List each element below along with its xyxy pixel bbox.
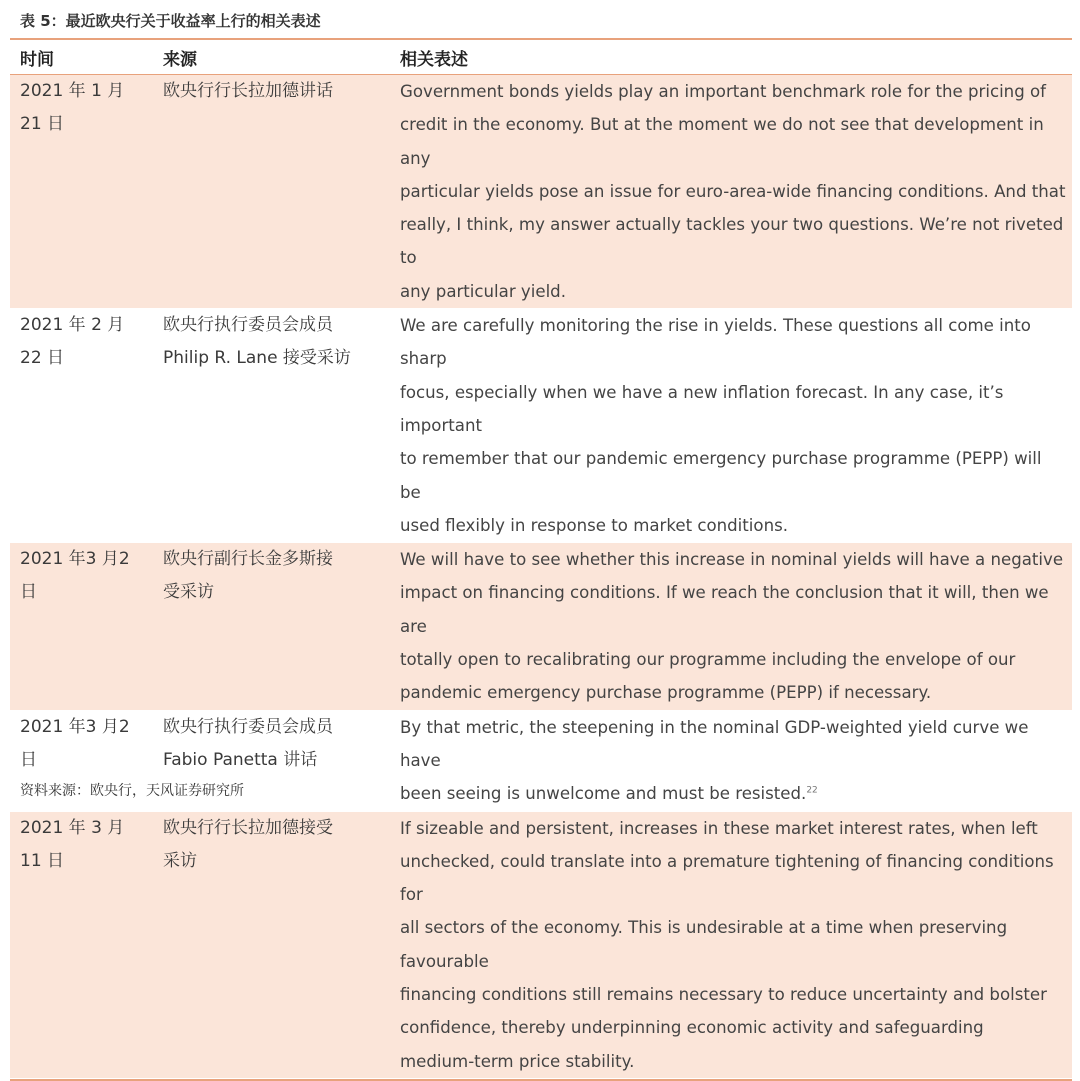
table-caption: 表 5：最近欧央行关于收益率上行的相关表述 bbox=[20, 12, 321, 30]
cell-statement bbox=[390, 309, 1072, 542]
statements-table bbox=[10, 38, 1072, 1081]
cell-source bbox=[153, 75, 390, 308]
cell-statement bbox=[390, 812, 1072, 1078]
cell-time bbox=[10, 309, 153, 542]
cell-source-line: 欧央行行长拉加德接受 bbox=[163, 817, 333, 838]
cell-time-line: 2021 年3 月2 bbox=[20, 549, 130, 570]
cell-time-line: 22 日 bbox=[20, 348, 65, 369]
cell-source-line: Fabio Panetta 讲话 bbox=[163, 749, 318, 770]
cell-time-line: 日 bbox=[20, 582, 37, 603]
cell-time-line: 2021 年 1 月 bbox=[20, 81, 125, 101]
cell-statement-line: We will have to see whether this increase in nominal yields will have a negative bbox=[400, 550, 1064, 570]
header-time: 时间 bbox=[20, 49, 54, 70]
cell-time-line: 日 bbox=[20, 749, 37, 770]
cell-source-line: 欧央行执行委员会成员 bbox=[163, 716, 333, 737]
cell-source-line: 欧央行副行长金多斯接 bbox=[163, 549, 333, 570]
cell-statement-line: used flexibly in response to market conditions. bbox=[400, 515, 788, 535]
header-statement: 相关表述 bbox=[400, 49, 468, 70]
cell-statement bbox=[390, 543, 1072, 709]
source-note: 资料来源：欧央行，天风证券研究所 bbox=[20, 783, 244, 799]
cell-statement-line: Government bonds yields play an important benchmark role for the pricing of bbox=[400, 82, 1046, 101]
cell-statement-line: any particular yield. bbox=[400, 281, 566, 301]
cell-statement bbox=[390, 711, 1072, 811]
cell-source bbox=[153, 309, 390, 542]
cell-statement-line: impact on financing conditions. If we reach the conclusion that it will, then we are bbox=[400, 583, 1049, 636]
cell-statement-line: particular yields pose an issue for euro-area-wide financing conditions. And that bbox=[400, 181, 1066, 201]
table-row bbox=[10, 812, 1072, 1079]
cell-source-line: 受采访 bbox=[163, 582, 214, 603]
cell-time bbox=[10, 75, 153, 308]
cell-statement-line: financing conditions still remains necessary to reduce uncertainty and bolster bbox=[400, 985, 1047, 1005]
table-row bbox=[10, 543, 1072, 710]
cell-statement-line: medium-term price stability. bbox=[400, 1051, 635, 1071]
cell-time-line: 2021 年 3 月 bbox=[20, 817, 125, 838]
cell-source-line: 欧央行执行委员会成员 bbox=[163, 315, 333, 336]
cell-source-line: 欧央行行长拉加德讲话 bbox=[163, 81, 333, 101]
cell-statement-line: to remember that our pandemic emergency purchase programme (PEPP) will be bbox=[400, 449, 1042, 502]
cell-time bbox=[10, 543, 153, 709]
cell-statement-line: been seeing is unwelcome and must be resisted.$^{22}$ bbox=[400, 784, 818, 804]
table-row bbox=[10, 75, 1072, 309]
table-row bbox=[10, 309, 1072, 543]
cell-source bbox=[153, 543, 390, 709]
cell-statement-line: really, I think, my answer actually tackles your two questions. We’re not riveted to bbox=[400, 215, 1064, 268]
cell-time-line: 21 日 bbox=[20, 114, 65, 135]
cell-source bbox=[153, 812, 390, 1078]
header-source: 来源 bbox=[163, 49, 197, 70]
cell-statement-line: totally open to recalibrating our programme including the envelope of our bbox=[400, 650, 1016, 670]
cell-statement-line: credit in the economy. But at the moment we do not see that development in any bbox=[400, 115, 1044, 168]
cell-source-line: Philip R. Lane 接受采访 bbox=[163, 348, 351, 369]
table-header-row bbox=[10, 40, 1072, 75]
cell-time-line: 2021 年 2 月 bbox=[20, 315, 125, 336]
cell-statement-line: confidence, thereby underpinning economic activity and safeguarding bbox=[400, 1018, 984, 1038]
cell-statement-line: pandemic emergency purchase programme (PEPP) if necessary. bbox=[400, 683, 932, 703]
footnote-marker: 22 bbox=[806, 785, 818, 796]
cell-statement bbox=[390, 75, 1072, 308]
cell-source-line: 采访 bbox=[163, 850, 197, 871]
cell-statement-line: We are carefully monitoring the rise in yields. These questions all come into sharp bbox=[400, 316, 1031, 369]
table-body bbox=[10, 75, 1072, 1079]
cell-statement-line: all sectors of the economy. This is undesirable at a time when preserving favourable bbox=[400, 918, 1008, 971]
cell-time bbox=[10, 812, 153, 1078]
cell-time-line: 2021 年3 月2 bbox=[20, 716, 130, 737]
cell-time-line: 11 日 bbox=[20, 850, 65, 871]
cell-statement-line: focus, especially when we have a new inflation forecast. In any case, it’s important bbox=[400, 382, 1004, 435]
cell-statement-line: If sizeable and persistent, increases in these market interest rates, when left bbox=[400, 818, 1038, 838]
cell-statement-line: By that metric, the steepening in the nominal GDP-weighted yield curve we have bbox=[400, 717, 1029, 770]
cell-statement-line: unchecked, could translate into a premature tightening of financing conditions for bbox=[400, 851, 1054, 905]
